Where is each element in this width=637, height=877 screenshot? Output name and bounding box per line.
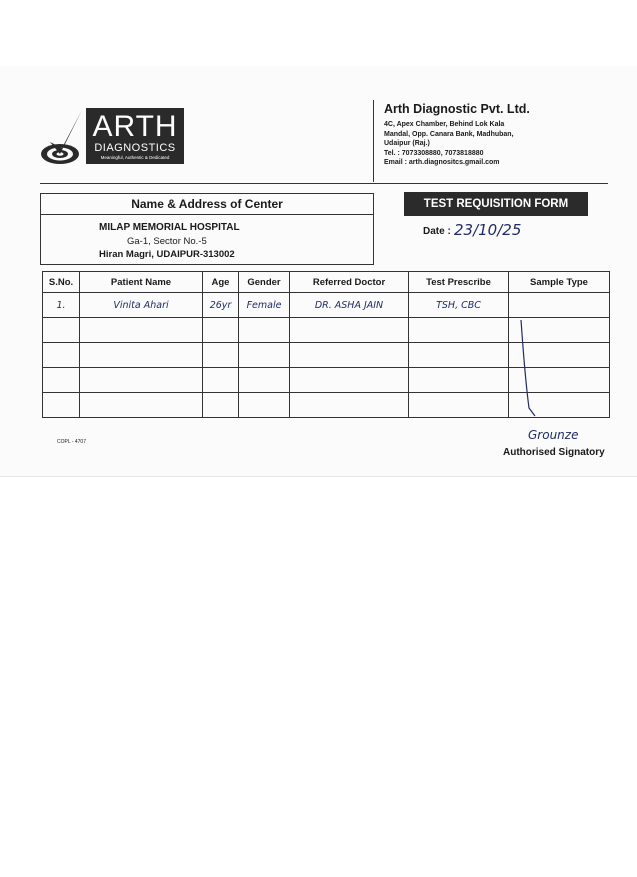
pen-stroke: [519, 318, 537, 418]
column-header: Referred Doctor: [290, 272, 409, 293]
header-rule: [40, 183, 608, 184]
serial-cell: 1.: [43, 293, 80, 318]
column-header: Age: [203, 272, 239, 293]
address-line: Email : arth.diagnositcs.gmail.com: [384, 159, 500, 166]
form-title: TEST REQUISITION FORM: [404, 192, 588, 216]
form-code: COPL - 4707: [57, 439, 86, 445]
target-check-icon: [40, 108, 84, 168]
gender-cell: Female: [239, 293, 290, 318]
table-header-row: [43, 272, 610, 293]
hospital-address-line: Ga-1, Sector No.-5: [127, 236, 207, 247]
patient-name-cell: Vinita Ahari: [80, 293, 203, 318]
column-header: Gender: [239, 272, 290, 293]
logo-subname: DIAGNOSTICS: [94, 142, 176, 154]
sample-type-cell: [509, 293, 610, 318]
signatory-label: Authorised Signatory: [503, 447, 605, 458]
center-box-rule: [41, 214, 373, 215]
column-header: Sample Type: [509, 272, 610, 293]
hospital-name-stamp: MILAP MEMORIAL HOSPITAL: [99, 222, 240, 233]
column-header: Test Prescribe: [409, 272, 509, 293]
company-name: Arth Diagnostic Pvt. Ltd.: [384, 102, 530, 116]
paper-edge: [0, 476, 637, 477]
logo-name: ARTH: [92, 110, 178, 143]
signature: Grounze: [528, 428, 579, 442]
date-label: Date :: [423, 226, 451, 237]
company-address: [384, 120, 564, 168]
address-line: Tel. : 7073308880, 7073818880: [384, 149, 484, 157]
logo-tagline: Meaningful, Authentic & Dedicated: [100, 155, 170, 160]
company-logo: [86, 108, 184, 164]
table-row: [43, 293, 610, 318]
center-box-title: Name & Address of Center: [131, 197, 283, 211]
header-divider: [373, 100, 374, 182]
address-line: Udaipur (Raj.): [384, 140, 430, 147]
column-header: S.No.: [43, 272, 80, 293]
center-address-box: [40, 193, 374, 265]
hospital-city-line: Hiran Magri, UDAIPUR-313002: [99, 249, 235, 260]
doctor-cell: DR. ASHA JAIN: [290, 293, 409, 318]
test-cell: TSH, CBC: [409, 293, 509, 318]
address-line: 4C, Apex Chamber, Behind Lok Kala: [384, 121, 505, 128]
age-cell: 26yr: [203, 293, 239, 318]
column-header: Patient Name: [80, 272, 203, 293]
address-line: Mandal, Opp. Canara Bank, Madhuban,: [384, 130, 514, 138]
date-value: 23/10/25: [454, 221, 522, 239]
